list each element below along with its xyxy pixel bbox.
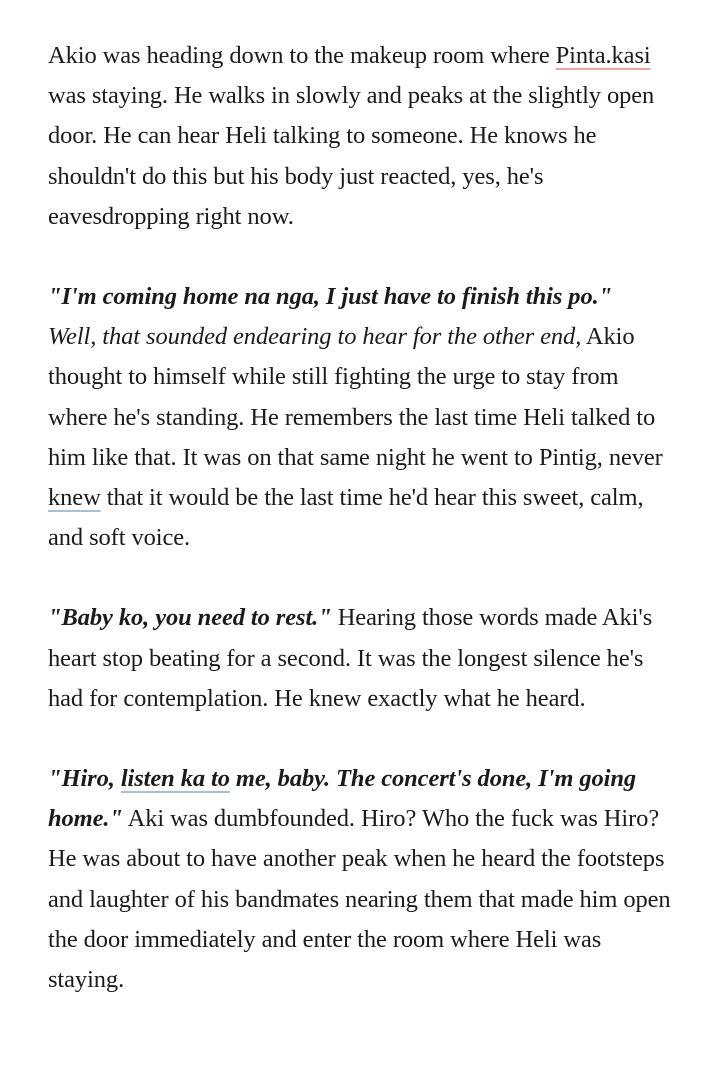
paragraph-3-text-a: Hearing those words made Aki's heart stop beating for a second. It was the longest silence he's had for contemplation. He knew exactly what he heard. xyxy=(48,604,653,712)
paragraph-4 xyxy=(48,759,678,1000)
dialogue-quote-end: me, baby. The concert's done, I'm going home." xyxy=(48,765,636,833)
paragraph-2-text-b: that it would be the last time he'd hear this sweet, calm, and soft voice. xyxy=(48,484,644,552)
inline-link-pinta-kasi[interactable]: Pinta.kasi xyxy=(555,42,651,69)
paragraph-2 xyxy=(48,277,678,558)
paragraph-1-text-a: Akio was heading down to the makeup room where xyxy=(48,42,556,69)
inline-link-knew[interactable]: knew xyxy=(48,484,101,512)
paragraph-2-text-a: Akio thought to himself while still fighting the urge to stay from where he's standing. He remembers the last time Heli talked to him like that. It was on that same night he went to Pintig, never xyxy=(48,323,663,471)
paragraph-3 xyxy=(48,598,678,719)
dialogue-quote: "I'm coming home na nga, I just have to finish this po." xyxy=(48,283,613,311)
inner-thought: Well, that sounded endearing to hear for the other end, xyxy=(48,323,582,351)
story-text xyxy=(48,36,678,1040)
paragraph-1 xyxy=(48,36,678,237)
paragraph-4-text-a: Aki was dumbfounded. Hiro? Who the fuck was Hiro? He was about to have another peak when he heard the footsteps and laughter of his bandmates nearing them that made him open the door immediately and enter the room where Heli was staying. xyxy=(48,805,671,994)
paragraph-1-text-b: was staying. He walks in slowly and peaks at the slightly open door. He can hear Heli talking to someone. He knows he shouldn't do this but his body just reacted, yes, he's eavesdropping right now. xyxy=(48,82,655,230)
dialogue-quote: "Baby ko, you need to rest." xyxy=(48,604,332,632)
inline-link-listen-ka-to[interactable]: listen ka to xyxy=(120,765,230,793)
dialogue-quote-start: "Hiro, xyxy=(48,765,121,793)
